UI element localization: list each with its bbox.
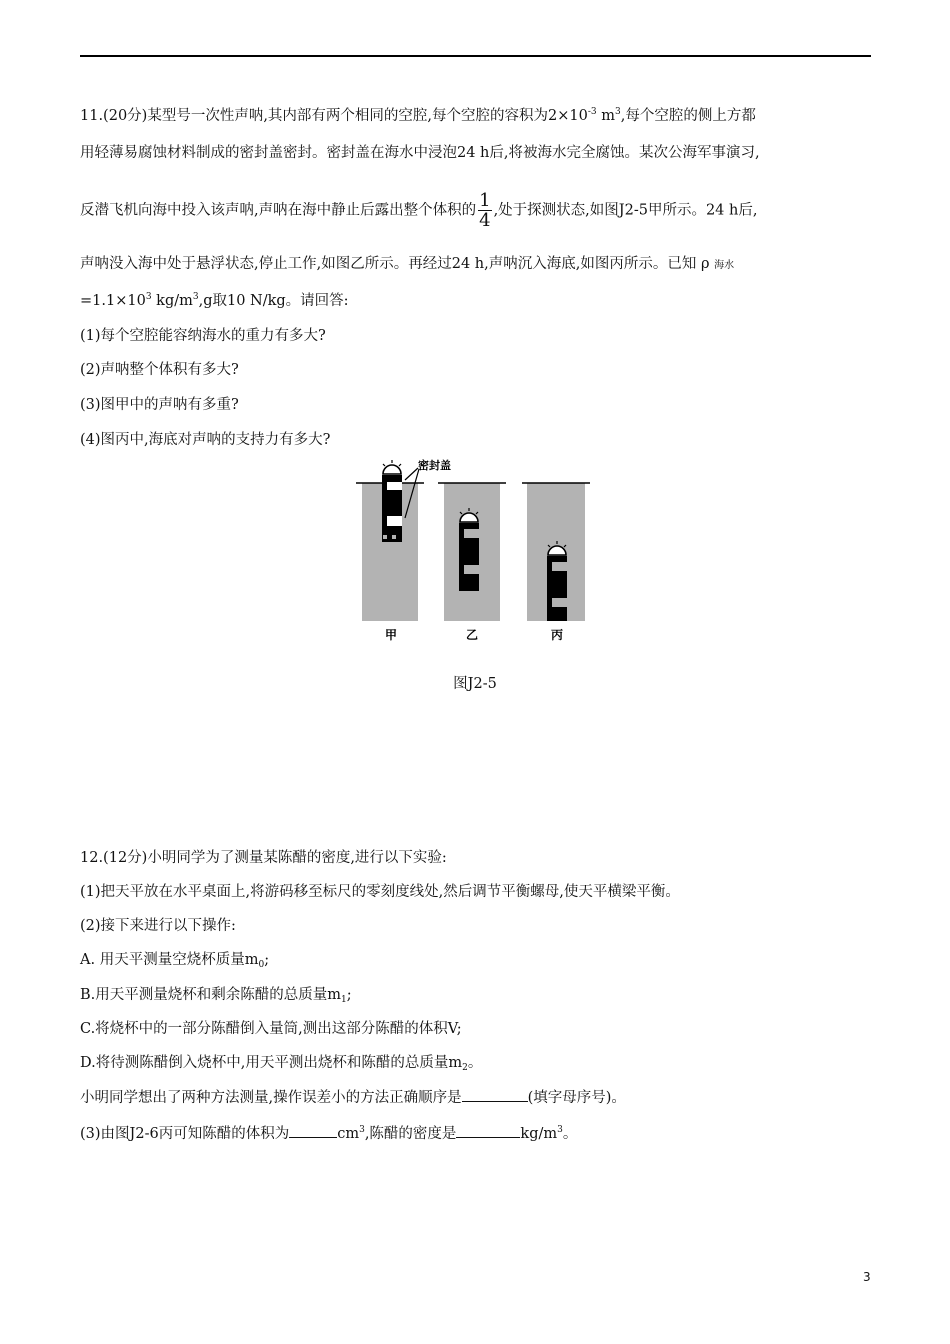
order-answer-blank[interactable]	[462, 1089, 528, 1102]
q11-sub-3: (3)图甲中的声呐有多重?	[80, 397, 239, 413]
q11-sub-4: (4)图丙中,海底对声呐的支持力有多大?	[80, 432, 331, 448]
cavity-jia-2	[387, 516, 402, 526]
q11-line-3: 反潜飞机向海中投入该声呐,声呐在海中静止后露出整个体积的 $\frac{1}{4}$ ,处于探测状态,如图J2-5甲所示。24 h后,	[80, 190, 758, 231]
q12-title: 12.(12分)小明同学为了测量某陈醋的密度,进行以下实验:	[80, 850, 447, 866]
q11-line-4: 声呐没入海中处于悬浮状态,停止工作,如图乙所示。再经过24 h,声呐沉入海底,如图丙所示。已知 ρ 海水	[80, 256, 735, 272]
cavity-bing-2	[552, 598, 567, 607]
cavity-yi-1	[464, 529, 479, 538]
q12-step-2: (2)接下来进行以下操作:	[80, 918, 236, 934]
label-bing: 丙	[550, 628, 564, 642]
sonar-figure	[356, 455, 596, 645]
cavity-bing-1	[552, 562, 567, 571]
q12-order-line: 小明同学想出了两种方法测量,操作误差小的方法正确顺序是 (填字母序号)。	[80, 1090, 626, 1106]
volume-answer-blank[interactable]	[289, 1125, 337, 1138]
figure-caption: 图J2-5	[453, 676, 497, 692]
cavity-yi-2	[464, 565, 479, 574]
q11-line-1: 11.(20分)某型号一次性声呐,其内部有两个相同的空腔,每个空腔的容积为$2\times 10^{-3}$ $m^3$,每个空腔的侧上方都	[80, 107, 756, 124]
label-jia: 甲	[384, 628, 398, 642]
q11-sub-2: (2)声呐整个体积有多大?	[80, 362, 239, 378]
fraction-one-quarter: $\frac{1}{4}$	[479, 190, 491, 231]
header-rule	[80, 55, 871, 57]
cavity-jia-1	[387, 482, 402, 490]
q12-option-b: B.用天平测量烧杯和剩余陈醋的总质量$m_1$;	[80, 987, 352, 1005]
q12-option-a: A. 用天平测量空烧杯质量$m_0$;	[80, 952, 270, 970]
lid-top-jia	[383, 465, 401, 474]
sonar-bing	[547, 541, 567, 621]
q11-line-2: 用轻薄易腐蚀材料制成的密封盖密封。密封盖在海水中浸泡24 h后,将被海水完全腐蚀。某次公海军事演习,	[80, 145, 760, 161]
q11-line-5: $=1.1\times 10^3$ $kg/m^3,g$取10 N/kg。请回答:	[80, 292, 349, 309]
density-answer-blank[interactable]	[456, 1125, 520, 1138]
sonar-jia	[382, 460, 402, 542]
q12-option-c: C.将烧杯中的一部分陈醋倒入量筒,测出这部分陈醋的体积V;	[80, 1021, 462, 1037]
q11-sub-1: (1)每个空腔能容纳海水的重力有多大?	[80, 328, 326, 344]
page-number: 3	[863, 1270, 871, 1284]
q12-option-d: D.将待测陈醋倒入烧杯中,用天平测出烧杯和陈醋的总质量$m_2$。	[80, 1055, 483, 1073]
q12-step-1: (1)把天平放在水平桌面上,将游码移至标尺的零刻度线处,然后调节平衡螺母,使天平横梁平衡。	[80, 884, 680, 900]
sonar-yi	[459, 508, 479, 591]
lid-label: 密封盖	[418, 459, 451, 472]
q12-step-3: (3)由图J2-6丙可知陈醋的体积为 $cm^3$,陈醋的密度是 $kg/m^3$。	[80, 1125, 578, 1142]
label-yi: 乙	[465, 628, 479, 642]
